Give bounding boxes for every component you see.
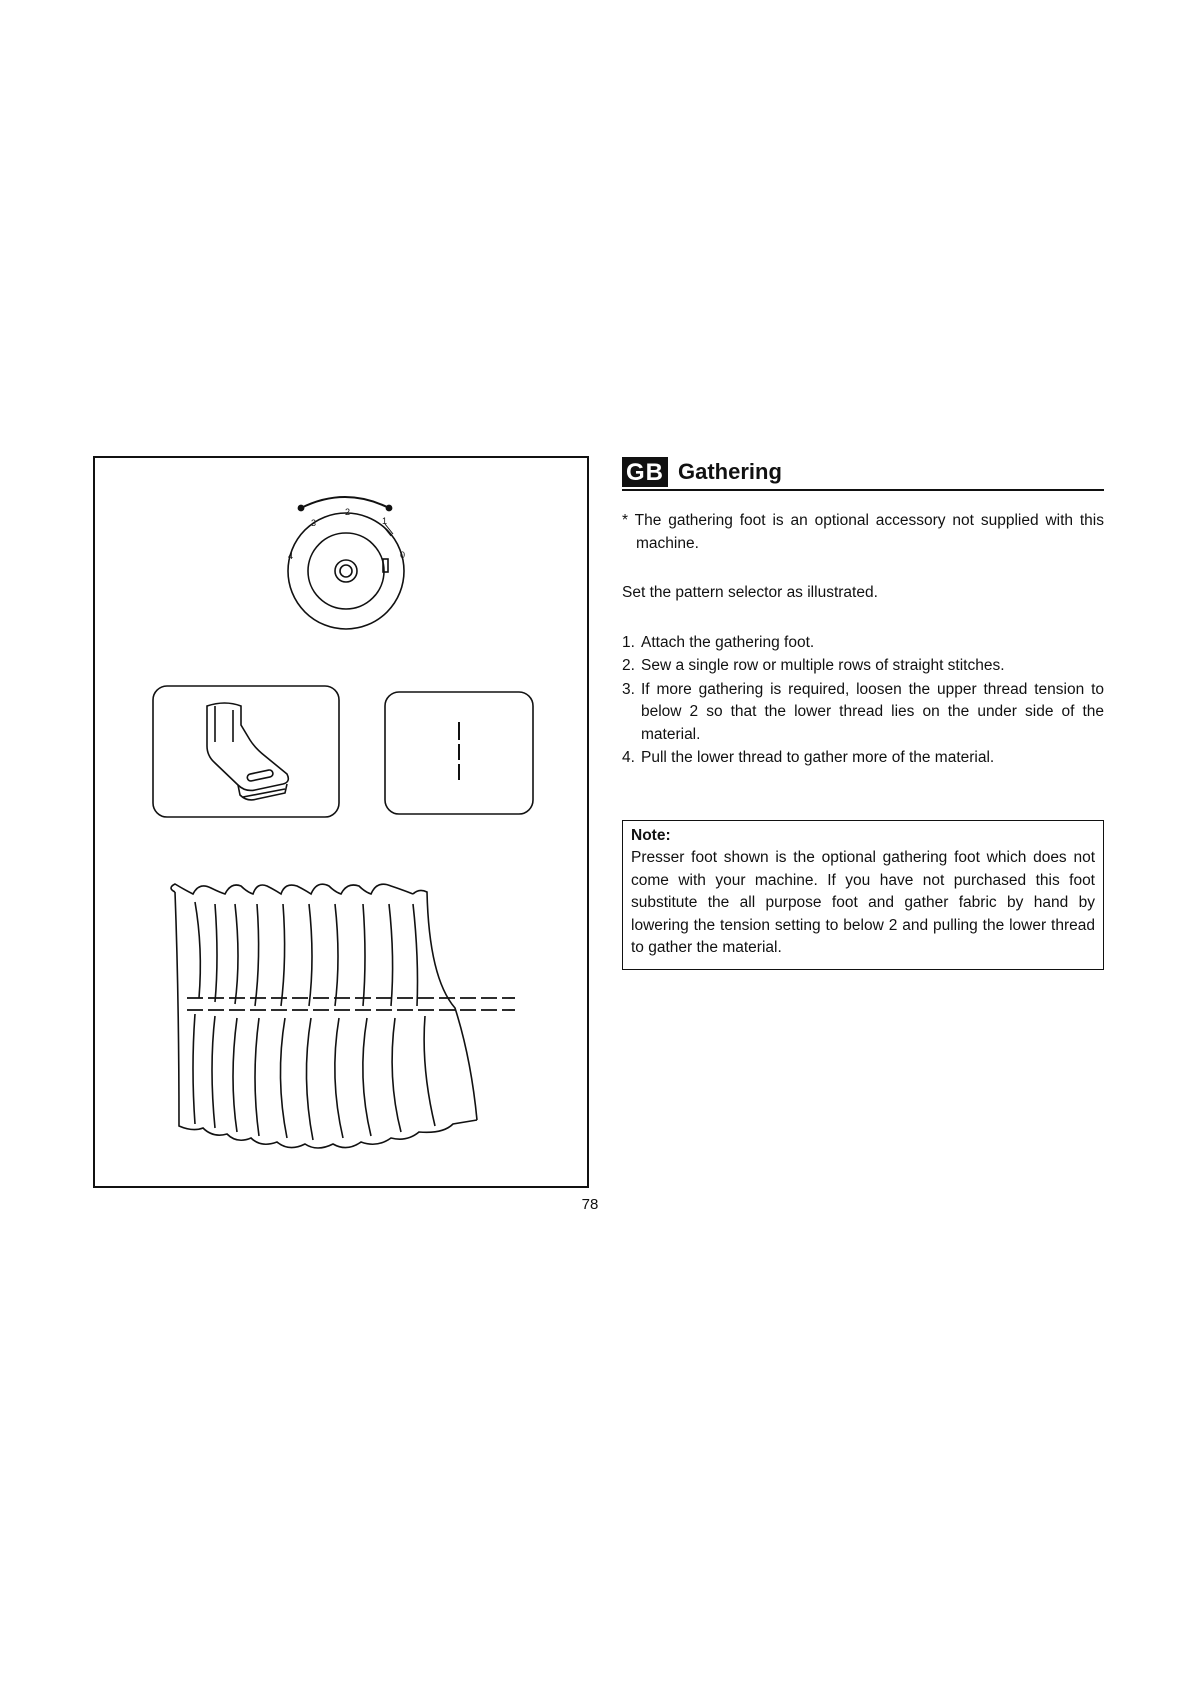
straight-stitch-illustration [385,692,533,814]
steps-list [622,632,1104,770]
presser-foot-illustration [153,686,339,817]
step-item: 4. Pull the lower thread to gather more of the material. [622,749,995,766]
intro-text: Set the pattern selector as illustrated. [622,584,878,601]
dial-label-4: 4 [288,551,294,561]
section-title: Gathering [678,458,782,484]
illustration-panel [93,456,589,1188]
note-text: Presser foot shown is the optional gathering foot which does not come with your machine. If you have not purchased this foot substitute the all purpose foot and gather fabric by hand by lowering the tension setting to below 2 and pulling the lower thread to gather the material. [631,849,1095,956]
tension-dial-illustration [288,497,405,629]
step-item: 3. If more gathering is required, loosen the upper thread tension to below 2 so that the lower thread lies on the under side of the material. [622,680,1104,743]
text-column [622,456,1104,970]
section-heading [622,456,1104,491]
note-title: Note: [631,826,671,844]
dial-label-1: 1 [382,516,388,526]
page-number: 78 [581,1196,599,1213]
asterisk-note-text: The gathering foot is an optional accessory not supplied with this machine. [634,512,1104,552]
optional-accessory-note [622,510,1104,555]
language-badge: GB [622,457,668,487]
note-box [622,820,1104,970]
step-item: 2. Sew a single row or multiple rows of straight stitches. [622,657,1005,674]
step-item: 1. Attach the gathering foot. [622,633,815,651]
dial-label-2: 2 [345,507,351,517]
illustration-svg [95,458,591,1190]
gathered-fabric-illustration [171,884,515,1148]
asterisk-mark: * [622,512,629,529]
dial-label-3: 3 [311,518,317,528]
dial-label-0: 0 [400,550,406,560]
